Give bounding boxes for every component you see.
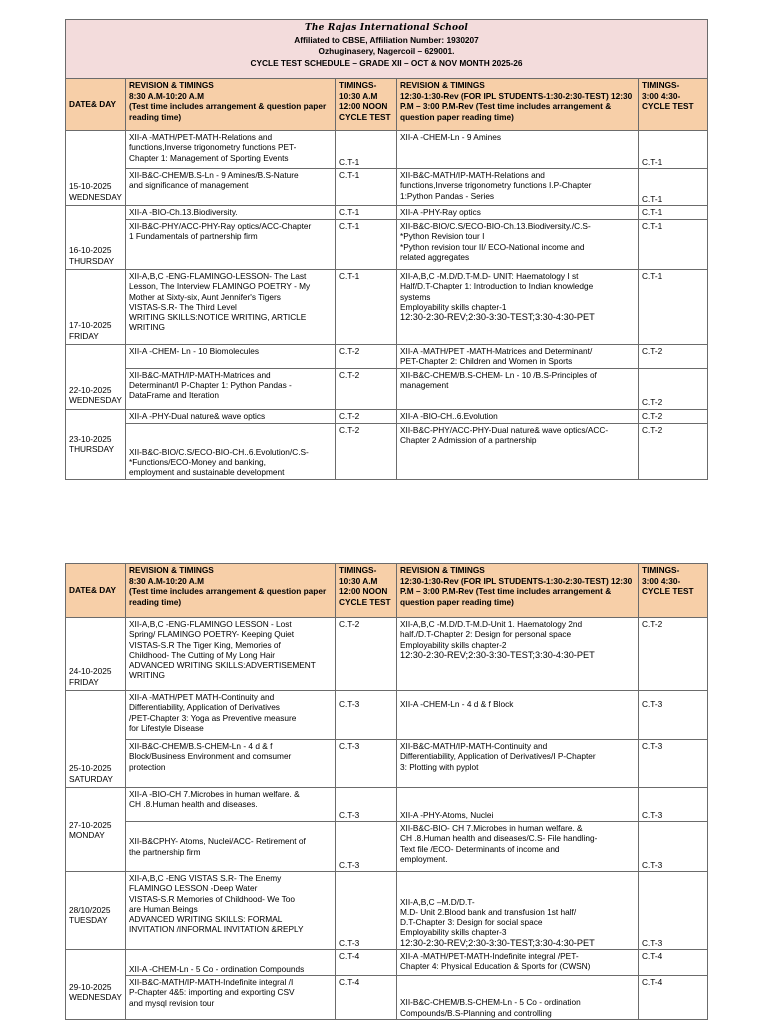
revision-cell: XII-B&C-CHEM/B.S-CHEM- Ln - 10 /B.S-Principles of management — [397, 368, 639, 409]
revision-cell: XII-A -BIO-CH..6.Evolution — [397, 409, 639, 423]
revision-cell: XII-A,B,C -ENG VISTAS S.R- The Enemy FLAMINGO LESSON -Deep Water VISTAS-S.R Memories of Childhood- We Too are Human Beings ADVANCED WRITING SKILLS: FORMAL INVITATION /INFORMAL INVITATION &REPLY — [126, 872, 336, 950]
revision-cell: XII-A -CHEM-Ln - 4 d & f Block — [397, 691, 639, 740]
revision-cell: XII-A,B,C -M.D/D.T-M.D-Unit 1. Haematology 2nd half./D.T-Chapter 2: Design for personal space Employability skills chapter-2 12:30-2:30-REV;2:30-3:30-TEST;3:30-4:30-PET — [397, 618, 639, 691]
cycle-test-cell: C.T-4 — [639, 950, 708, 976]
cycle-test-cell: C.T-3 — [336, 788, 397, 822]
revision-cell: XII-A -CHEM-Ln - 5 Co - ordination Compounds — [126, 950, 336, 976]
revision-cell: XII-B&C-PHY/ACC-PHY-Dual nature& wave optics/ACC- Chapter 2 Admission of a partnership — [397, 423, 639, 479]
revision-cell: XII-A -MATH/PET -MATH-Matrices and Determinant/ PET-Chapter 2: Children and Women in Sports — [397, 345, 639, 369]
cycle-test-cell: C.T-1 — [639, 220, 708, 270]
column-header-row — [66, 564, 708, 618]
revision-cell: XII-A -BIO-Ch.13.Biodiversity. — [126, 206, 336, 220]
header-date-day: DATE& DAY — [66, 564, 126, 618]
date-cell: 27-10-2025 MONDAY — [66, 788, 126, 872]
cycle-test-cell: C.T-3 — [639, 822, 708, 872]
cycle-test-cell: C.T-2 — [639, 618, 708, 691]
revision-cell: XII-B&C-MATH/IP-MATH-Relations and functions,Inverse trigonometry functions I.P-Chapter 1:Python Pandas - Series — [397, 169, 639, 206]
revision-cell: XII-B&C-MATH/IP-MATH-Indefinite integral /I P-Chapter 4&5: importing and exporting CSV and mysql revision tour — [126, 976, 336, 1020]
revision-cell: XII-A,B,C -ENG-FLAMINGO-LESSON- The Last Lesson, The Interview FLAMINGO POETRY - My Mother at Sixty-six, Aunt Jennifer's Tigers VISTAS-S.R- The Third Level WRITING SKILLS:NOTICE WRITING, ARTICLE WRITING — [126, 270, 336, 345]
revision-cell: XII-B&C-BIO/C.S/ECO-BIO-Ch.13.Biodiversity./C.S- *Python Revision tour I *Python revision tour II/ ECO-National income and related aggregates — [397, 220, 639, 270]
cycle-test-cell: C.T-2 — [639, 409, 708, 423]
cycle-test-cell: C.T-3 — [336, 691, 397, 740]
header-revision-afternoon: REVISION & TIMINGS 12:30-1:30-Rev (FOR IPL STUDENTS-1:30-2:30-TEST) 12:30 P.M – 3:00 P.M-Rev (Test time includes arrangement & question paper reading time) — [397, 79, 639, 131]
cycle-test-cell: C.T-2 — [639, 368, 708, 409]
cycle-test-cell: C.T-3 — [336, 740, 397, 788]
date-cell: 25-10-2025 SATURDAY — [66, 691, 126, 788]
cycle-test-cell: C.T-1 — [336, 131, 397, 169]
revision-cell: XII-B&C-MATH/IP-MATH-Matrices and Determinant/I P-Chapter 1: Python Pandas - DataFrame and Iteration — [126, 368, 336, 409]
table-row — [66, 618, 708, 691]
cycle-test-cell: C.T-1 — [639, 169, 708, 206]
cycle-test-cell: C.T-4 — [336, 950, 397, 976]
cycle-test-cell: C.T-3 — [336, 872, 397, 950]
school-name: The Rajas International School — [304, 23, 469, 33]
table-row — [66, 740, 708, 788]
cycle-test-cell: C.T-3 — [639, 740, 708, 788]
date-cell: 28/10/2025 TUESDAY — [66, 872, 126, 950]
date-cell: 23-10-2025 THURSDAY — [66, 409, 126, 479]
address-line: Ozhuginasery, Nagercoil – 629001. — [318, 46, 455, 56]
table-row — [66, 368, 708, 409]
cycle-test-cell: C.T-1 — [336, 220, 397, 270]
schedule-title-block — [66, 20, 708, 79]
revision-cell: XII-B&C-BIO/C.S/ECO-BIO-CH..6.Evolution/C.S- *Functions/ECO-Money and banking, employment and sustainable development — [126, 423, 336, 479]
cycle-test-cell: C.T-2 — [336, 618, 397, 691]
column-header-row — [66, 79, 708, 131]
table-row — [66, 131, 708, 169]
revision-cell: XII-A,B,C –M.D/D.T- M.D- Unit 2.Blood bank and transfusion 1st half/ D.T-Chapter 3: Design for social space Employability skills chapter-3 12:30-2:30-REV;2:30-3:30-TEST;3:30-4:30-PET — [397, 872, 639, 950]
cycle-test-cell: C.T-1 — [639, 270, 708, 345]
schedule-table-1 — [65, 19, 708, 480]
header-revision-morning: REVISION & TIMINGS 8:30 A.M-10:20 A.M (Test time includes arrangement & question paper reading time) — [126, 564, 336, 618]
revision-cell: XII-B&C-CHEM/B.S-Ln - 9 Amines/B.S-Nature and significance of management — [126, 169, 336, 206]
date-cell: 15-10-2025 WEDNESDAY — [66, 131, 126, 206]
cycle-test-cell: C.T-2 — [336, 345, 397, 369]
table-row — [66, 950, 708, 976]
table-row — [66, 409, 708, 423]
revision-cell: XII-B&C-PHY/ACC-PHY-Ray optics/ACC-Chapter 1 Fundamentals of partnership firm — [126, 220, 336, 270]
table-row — [66, 206, 708, 220]
table-row — [66, 822, 708, 872]
date-cell: 29-10-2025 WEDNESDAY — [66, 950, 126, 1020]
cycle-test-cell: C.T-2 — [639, 345, 708, 369]
cycle-test-cell: C.T-1 — [336, 206, 397, 220]
table-row — [66, 270, 708, 345]
table-row — [66, 169, 708, 206]
cycle-test-cell: C.T-2 — [639, 423, 708, 479]
schedule-heading: CYCLE TEST SCHEDULE – GRADE XII – OCT & NOV MONTH 2025-26 — [250, 57, 523, 68]
date-cell: 24-10-2025 FRIDAY — [66, 618, 126, 691]
schedule-table-2 — [65, 563, 708, 1020]
header-timings-noon: TIMINGS- 10:30 A.M 12:00 NOON CYCLE TEST — [336, 564, 397, 618]
revision-cell: XII-A -BIO-CH 7.Microbes in human welfare. & CH .8.Human health and diseases. — [126, 788, 336, 822]
date-cell: 16-10-2025 THURSDAY — [66, 206, 126, 270]
cycle-test-cell: C.T-1 — [336, 169, 397, 206]
cycle-test-cell: C.T-2 — [336, 423, 397, 479]
cycle-test-cell: C.T-3 — [639, 872, 708, 950]
table-row — [66, 423, 708, 479]
revision-cell: XII-A -CHEM-Ln - 9 Amines — [397, 131, 639, 169]
revision-cell: XII-B&CPHY- Atoms, Nuclei/ACC- Retirement of the partnership firm — [126, 822, 336, 872]
revision-cell: XII-A -PHY-Dual nature& wave optics — [126, 409, 336, 423]
table-row — [66, 220, 708, 270]
revision-cell: XII-B&C-CHEM/B.S-CHEM-Ln - 4 d & f Block/Business Environment and comsumer protection — [126, 740, 336, 788]
revision-cell: XII-A -PHY-Atoms, Nuclei — [397, 788, 639, 822]
header-revision-afternoon: REVISION & TIMINGS 12:30-1:30-Rev (FOR IPL STUDENTS-1:30-2:30-TEST) 12:30 P.M – 3:00 P.M-Rev (Test time includes arrangement & question paper reading time) — [397, 564, 639, 618]
cycle-test-cell: C.T-3 — [639, 691, 708, 740]
date-cell: 17-10-2025 FRIDAY — [66, 270, 126, 345]
header-timings-evening: TIMINGS- 3:00 4:30- CYCLE TEST — [639, 79, 708, 131]
table-row — [66, 345, 708, 369]
header-timings-noon: TIMINGS- 10:30 A.M 12:00 NOON CYCLE TEST — [336, 79, 397, 131]
cycle-test-cell: C.T-1 — [639, 206, 708, 220]
table-row — [66, 976, 708, 1020]
cycle-test-cell: C.T-4 — [639, 976, 708, 1020]
revision-cell: XII-B&C-MATH/IP-MATH-Continuity and Differentiability, Application of Derivatives/I P-Chapter 3: Plotting with pyplot — [397, 740, 639, 788]
table-row — [66, 788, 708, 822]
revision-cell: XII-A -MATH/PET MATH-Continuity and Differentiability, Application of Derivatives /PET-Chapter 3: Yoga as Preventive measure for Lifestyle Disease — [126, 691, 336, 740]
revision-cell: XII-A,B,C -M.D/D.T-M.D- UNIT: Haematology I st Half/D.T-Chapter 1: Introduction to Indian knowledge systems Employability skills chapter-1 12:30-2:30-REV;2:30-3:30-TEST;3:30-4:30-PET — [397, 270, 639, 345]
revision-cell: XII-A -PHY-Ray optics — [397, 206, 639, 220]
revision-cell: XII-A,B,C -ENG-FLAMINGO LESSON - Lost Spring/ FLAMINGO POETRY- Keeping Quiet VISTAS-S.R The Tiger King, Memories of Childhood- The Cutting of My Long Hair ADVANCED WRITING SKILLS:ADVERTISEMENT WRITING — [126, 618, 336, 691]
cycle-test-cell: C.T-4 — [336, 976, 397, 1020]
revision-cell: XII-A -MATH/PET-MATH-Relations and functions,Inverse trigonometry functions PET- Chapter 1: Management of Sporting Events — [126, 131, 336, 169]
header-date-day: DATE& DAY — [66, 79, 126, 131]
table-row — [66, 691, 708, 740]
cycle-test-cell: C.T-2 — [336, 409, 397, 423]
header-timings-evening: TIMINGS- 3:00 4:30- CYCLE TEST — [639, 564, 708, 618]
header-revision-morning: REVISION & TIMINGS 8:30 A.M-10:20 A.M (Test time includes arrangement & question paper reading time) — [126, 79, 336, 131]
cycle-test-cell: C.T-2 — [336, 368, 397, 409]
cycle-test-cell: C.T-1 — [336, 270, 397, 345]
table-row — [66, 872, 708, 950]
date-cell: 22-10-2025 WEDNESDAY — [66, 345, 126, 410]
revision-cell: XII-A -MATH/PET-MATH-Indefinite integral /PET- Chapter 4: Physical Education & Sports for (CWSN) — [397, 950, 639, 976]
affiliation-line: Affiliated to CBSE, Affiliation Number: 1930207 — [294, 34, 479, 45]
cycle-test-cell: C.T-3 — [639, 788, 708, 822]
cycle-test-cell: C.T-1 — [639, 131, 708, 169]
revision-cell: XII-B&C-CHEM/B.S-CHEM-Ln - 5 Co - ordination Compounds/B.S-Planning and controlling — [397, 976, 639, 1020]
revision-cell: XII-B&C-BIO- CH 7.Microbes in human welfare. & CH .8.Human health and diseases/C.S- File handling- Text file /ECO- Determinants of income and employment. — [397, 822, 639, 872]
cycle-test-cell: C.T-3 — [336, 822, 397, 872]
revision-cell: XII-A -CHEM- Ln - 10 Biomolecules — [126, 345, 336, 369]
